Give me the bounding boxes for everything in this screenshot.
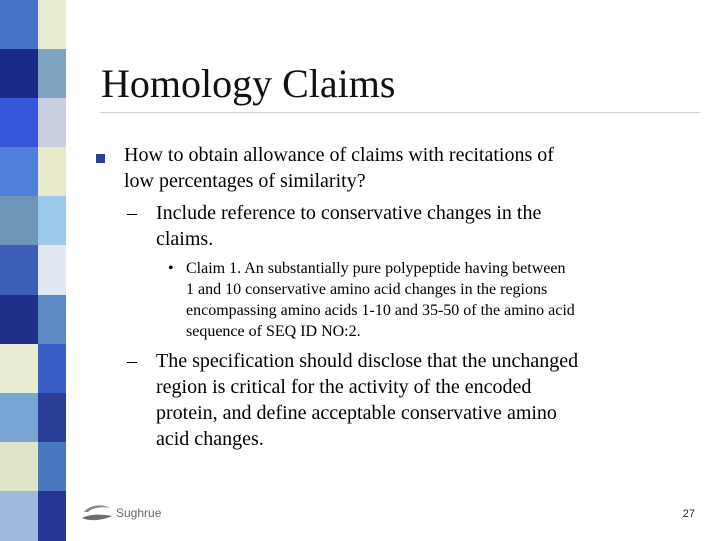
- claim-line: sequence of SEQ ID NO:2.: [186, 323, 361, 340]
- strip-block: [38, 393, 66, 443]
- strip-block: [38, 49, 66, 99]
- strip-block: [0, 344, 38, 394]
- sub-item-line: acid changes.: [156, 428, 264, 450]
- sub-item-line: claims.: [156, 228, 214, 250]
- strip-block: [38, 245, 66, 295]
- sub-item-line: protein, and define acceptable conservative amino: [156, 402, 557, 424]
- swoosh-logo-icon: [80, 502, 114, 526]
- slide-title: Homology Claims: [101, 61, 396, 106]
- title-rule: [100, 112, 700, 113]
- dash-bullet: –: [127, 350, 137, 372]
- company-logo: [80, 500, 190, 530]
- strip-block: [0, 0, 38, 50]
- strip-block: [0, 147, 38, 197]
- logo-wordmark: Sughrue: [116, 506, 162, 520]
- bullet-item-line: low percentages of similarity?: [124, 170, 366, 192]
- strip-block: [38, 344, 66, 394]
- strip-block: [0, 49, 38, 99]
- strip-block: [38, 491, 66, 541]
- strip-block: [0, 393, 38, 443]
- decorative-color-strip: [0, 0, 66, 540]
- strip-block: [38, 442, 66, 492]
- strip-block: [0, 442, 38, 492]
- sub-item-line: Include reference to conservative changes in the: [156, 202, 542, 224]
- strip-block: [38, 196, 66, 246]
- claim-line: 1 and 10 conservative amino acid changes in the regions: [186, 281, 548, 298]
- dot-bullet: •: [168, 260, 174, 277]
- strip-block: [0, 245, 38, 295]
- dash-bullet: –: [127, 202, 137, 224]
- claim-line: encompassing amino acids 1-10 and 35-50 of the amino acid: [186, 302, 575, 319]
- sub-item-line: region is critical for the activity of the encoded: [156, 376, 532, 398]
- strip-block: [38, 147, 66, 197]
- sub-item-line: The specification should disclose that the unchanged: [156, 350, 579, 372]
- strip-block: [38, 0, 66, 50]
- bullet-item-line: How to obtain allowance of claims with recitations of: [124, 144, 554, 166]
- claim-line: Claim 1. An substantially pure polypeptide having between: [186, 260, 566, 277]
- strip-block: [0, 295, 38, 345]
- strip-block: [38, 295, 66, 345]
- strip-block: [38, 98, 66, 148]
- square-bullet-icon: [96, 154, 105, 163]
- strip-block: [0, 196, 38, 246]
- strip-block: [0, 98, 38, 148]
- strip-block: [0, 491, 38, 541]
- page-number: 27: [682, 508, 695, 520]
